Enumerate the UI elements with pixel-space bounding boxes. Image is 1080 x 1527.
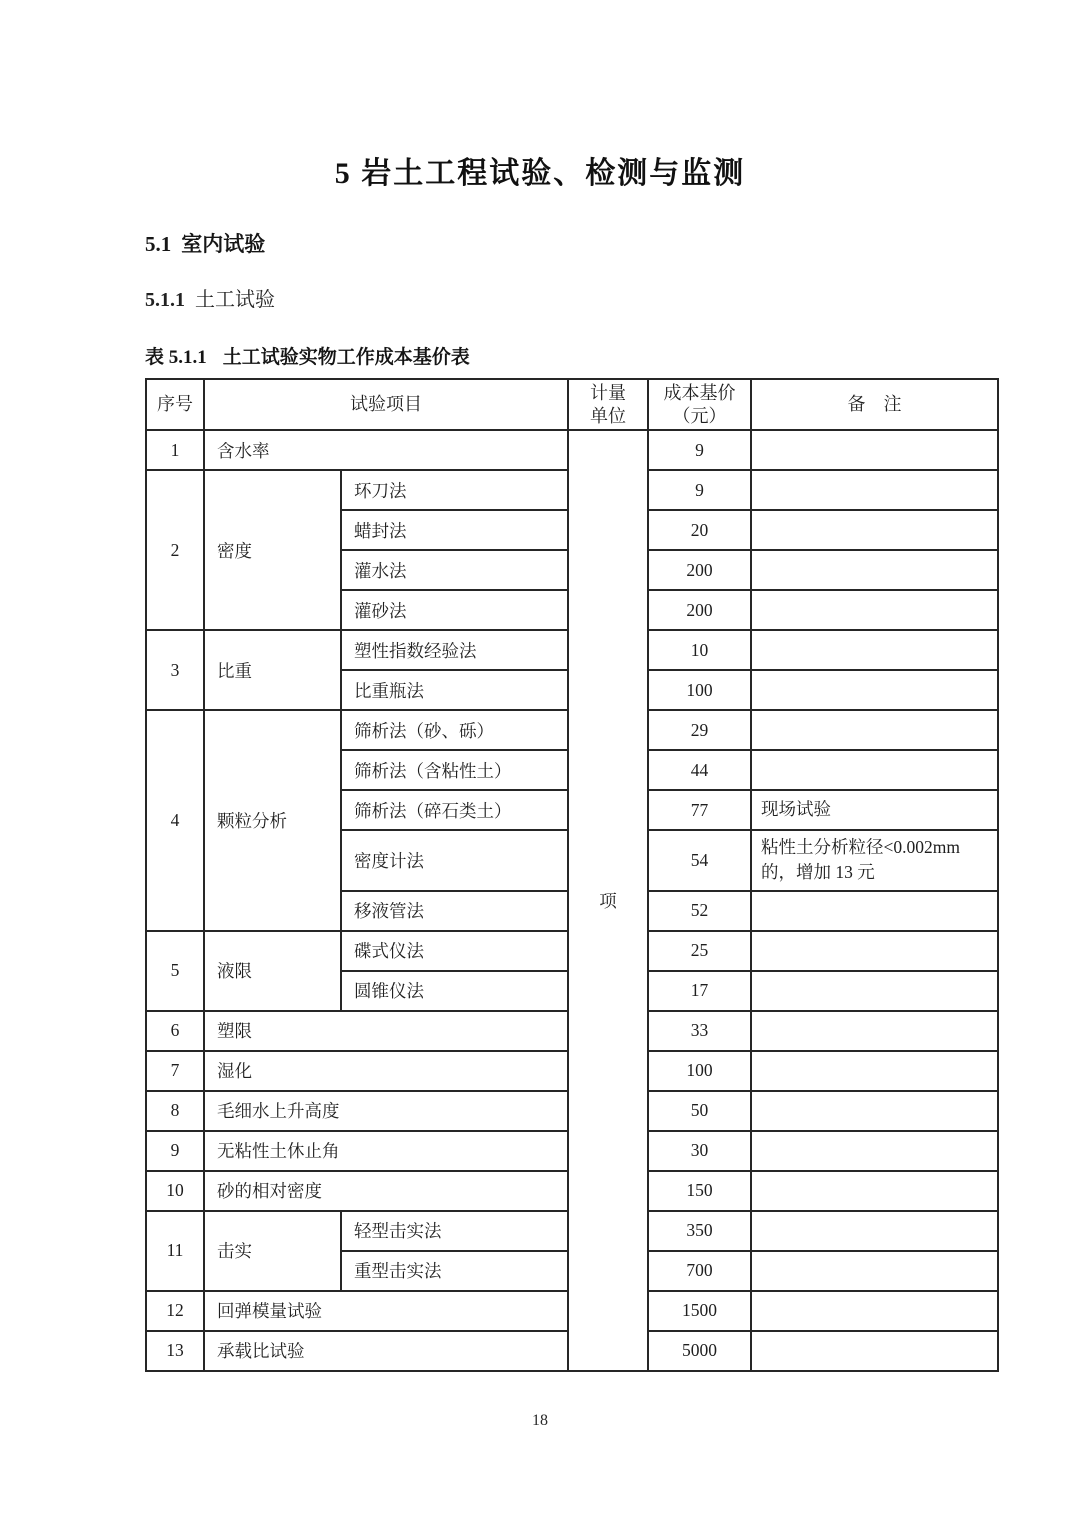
test-item-cell: 湿化 <box>204 1051 568 1091</box>
table-caption-label: 表 5.1.1 <box>145 347 207 368</box>
row-index-cell: 12 <box>146 1291 204 1331</box>
price-cell: 25 <box>648 931 751 971</box>
subsection-number: 5.1.1 <box>145 289 185 311</box>
test-group-cell: 密度 <box>204 470 341 630</box>
price-cell: 54 <box>648 830 751 891</box>
remark-cell <box>751 750 998 790</box>
row-index-cell: 7 <box>146 1051 204 1091</box>
test-method-cell: 碟式仪法 <box>341 931 568 971</box>
test-method-cell: 灌砂法 <box>341 590 568 630</box>
subsection-heading <box>145 283 1080 312</box>
price-cell: 100 <box>648 1051 751 1091</box>
price-cell: 33 <box>648 1011 751 1051</box>
price-cell: 200 <box>648 590 751 630</box>
subsection-title: 土工试验 <box>195 289 275 311</box>
section-heading <box>145 228 1080 258</box>
header-unit-line1: 计量 <box>590 383 626 403</box>
row-index-cell: 2 <box>146 470 204 630</box>
header-index: 序号 <box>146 379 204 430</box>
remark-cell <box>751 1131 998 1171</box>
price-cell: 77 <box>648 790 751 830</box>
header-test-item: 试验项目 <box>204 379 568 430</box>
price-cell: 9 <box>648 430 751 470</box>
price-cell: 350 <box>648 1211 751 1251</box>
test-item-cell: 无粘性土休止角 <box>204 1131 568 1171</box>
test-group-cell: 比重 <box>204 630 341 710</box>
remark-cell <box>751 1251 998 1291</box>
test-method-cell: 比重瓶法 <box>341 670 568 710</box>
price-cell: 52 <box>648 891 751 931</box>
remark-cell <box>751 470 998 510</box>
row-index-cell: 10 <box>146 1171 204 1211</box>
test-method-cell: 灌水法 <box>341 550 568 590</box>
test-group-cell: 液限 <box>204 931 341 1011</box>
table-row <box>146 430 998 470</box>
chapter-title: 5 岩土工程试验、检测与监测 <box>334 157 746 190</box>
remark-cell <box>751 891 998 931</box>
cost-base-price-table <box>145 378 999 1372</box>
price-cell: 50 <box>648 1091 751 1131</box>
test-method-cell: 筛析法（碎石类土） <box>341 790 568 830</box>
remark-cell <box>751 1291 998 1331</box>
price-cell: 100 <box>648 670 751 710</box>
price-cell: 20 <box>648 510 751 550</box>
section-title: 室内试验 <box>181 232 266 256</box>
remark-cell <box>751 1211 998 1251</box>
remark-cell <box>751 1091 998 1131</box>
price-cell: 1500 <box>648 1291 751 1331</box>
remark-cell: 粘性土分析粒径<0.002mm 的，增加 13 元 <box>751 830 998 891</box>
remark-cell <box>751 931 998 971</box>
test-method-cell: 环刀法 <box>341 470 568 510</box>
header-remark: 备 注 <box>751 379 998 430</box>
header-price-line1: 成本基价 <box>663 383 736 403</box>
header-unit <box>568 379 648 430</box>
price-cell: 5000 <box>648 1331 751 1371</box>
remark-cell <box>751 971 998 1011</box>
test-method-cell: 筛析法（含粘性土） <box>341 750 568 790</box>
remark-cell <box>751 550 998 590</box>
section-number: 5.1 <box>145 232 172 256</box>
remark-cell <box>751 430 998 470</box>
unit-cell: 项 <box>568 430 648 1371</box>
test-method-cell: 蜡封法 <box>341 510 568 550</box>
test-item-cell: 回弹模量试验 <box>204 1291 568 1331</box>
table-caption-title: 土工试验实物工作成本基价表 <box>222 347 470 368</box>
remark-cell <box>751 670 998 710</box>
test-group-cell: 颗粒分析 <box>204 710 341 931</box>
test-group-cell: 击实 <box>204 1211 341 1291</box>
price-cell: 29 <box>648 710 751 750</box>
row-index-cell: 6 <box>146 1011 204 1051</box>
remark-cell <box>751 1051 998 1091</box>
test-method-cell: 移液管法 <box>341 891 568 931</box>
page-number: 18 <box>532 1412 548 1429</box>
test-item-cell: 毛细水上升高度 <box>204 1091 568 1131</box>
test-method-cell: 圆锥仪法 <box>341 971 568 1011</box>
remark-cell <box>751 1171 998 1211</box>
table-caption <box>145 342 1080 369</box>
row-index-cell: 3 <box>146 630 204 710</box>
row-index-cell: 1 <box>146 430 204 470</box>
price-cell: 30 <box>648 1131 751 1171</box>
header-price <box>648 379 751 430</box>
price-cell: 700 <box>648 1251 751 1291</box>
test-method-cell: 轻型击实法 <box>341 1211 568 1251</box>
test-item-cell: 塑限 <box>204 1011 568 1051</box>
price-cell: 200 <box>648 550 751 590</box>
price-cell: 44 <box>648 750 751 790</box>
remark-cell <box>751 590 998 630</box>
row-index-cell: 9 <box>146 1131 204 1171</box>
remark-cell <box>751 510 998 550</box>
price-cell: 150 <box>648 1171 751 1211</box>
row-index-cell: 11 <box>146 1211 204 1291</box>
table-header-row <box>146 379 998 430</box>
test-method-cell: 塑性指数经验法 <box>341 630 568 670</box>
row-index-cell: 8 <box>146 1091 204 1131</box>
header-price-line2: （元） <box>672 405 727 426</box>
test-item-cell: 砂的相对密度 <box>204 1171 568 1211</box>
row-index-cell: 13 <box>146 1331 204 1371</box>
row-index-cell: 5 <box>146 931 204 1011</box>
remark-cell <box>751 710 998 750</box>
row-index-cell: 4 <box>146 710 204 931</box>
remark-cell <box>751 1331 998 1371</box>
test-method-cell: 密度计法 <box>341 830 568 891</box>
test-method-cell: 筛析法（砂、砾） <box>341 710 568 750</box>
remark-cell <box>751 630 998 670</box>
test-method-cell: 重型击实法 <box>341 1251 568 1291</box>
test-item-cell: 含水率 <box>204 430 568 470</box>
price-cell: 17 <box>648 971 751 1011</box>
price-cell: 10 <box>648 630 751 670</box>
price-cell: 9 <box>648 470 751 510</box>
remark-cell: 现场试验 <box>751 790 998 830</box>
remark-cell <box>751 1011 998 1051</box>
header-unit-line2: 单位 <box>590 405 626 426</box>
test-item-cell: 承载比试验 <box>204 1331 568 1371</box>
